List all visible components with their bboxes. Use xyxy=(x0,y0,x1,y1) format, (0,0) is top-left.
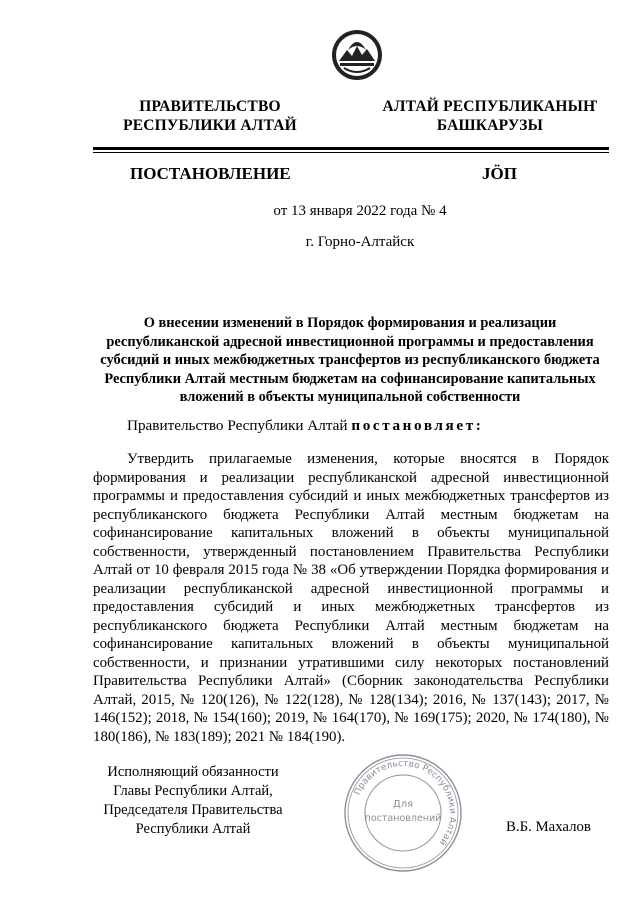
header-right-line1: АЛТАЙ РЕСПУБЛИКАНЫҤ xyxy=(382,98,598,115)
doc-type-right: JÖП xyxy=(482,164,517,183)
header-left xyxy=(95,97,325,135)
official-stamp xyxy=(342,752,464,874)
header-left-line1: ПРАВИТЕЛЬСТВО xyxy=(139,98,281,115)
signer-name: В.Б. Махалов xyxy=(506,819,591,835)
header-left-line2: РЕСПУБЛИКИ АЛТАЙ xyxy=(123,117,297,134)
header-right-line2: БАШКАРУЗЫ xyxy=(436,117,544,134)
stamp-line1: Для xyxy=(392,799,414,810)
intro-verb: постановляет: xyxy=(351,417,484,434)
signature-line3: Председателя Правительства xyxy=(103,802,283,818)
header-right xyxy=(380,97,600,135)
coat-of-arms-emblem xyxy=(330,28,384,82)
city-line: г. Горно-Алтайск xyxy=(305,234,415,250)
signature-line2: Главы Республики Алтай, xyxy=(113,783,273,799)
body-paragraph: Утвердить прилагаемые изменения, которые вносятся в Порядок формирования и реализации республиканской адресной инвестиционной программы и предоставления субсидий и иных межбюджетных трансфертов из республиканского бюджета Республики Алтай местным бюджетам на софинансирование капитальных вложений в объекты муниципальной собственности, утвержденный постановлением Правительства Республики Алтай от 10 февраля 2015 года № 38 «Об утверждении Порядка формирования и реализации республиканской адресной инвестиционной программы и предоставления субсидий и иных межбюджетных трансфертов из республиканского бюджета Республики Алтай местным бюджетам на софинансирование капитальных вложений в объекты муниципальной собственности, и признании утратившими силу некоторых постановлений Правительства Республики Алтай» (Сборник законодательства Республики Алтай, 2015, № 120(126), № 122(128), № 128(134); 2016, № 137(143); 2017, № 146(152); 2018, № 154(160); 2019, № 164(170), № 169(175); 2020, № 174(180), № 180(186), № 183(189); 2021 № 184(190). xyxy=(93,451,609,745)
stamp-line2: постановлений xyxy=(364,813,442,824)
signature-line4: Республики Алтай xyxy=(135,821,251,837)
header-divider-thin xyxy=(93,152,609,153)
document-title: О внесении изменений в Порядок формирования и реализации республиканской адресной инвестиционной программы и предоставления субсидий и иных межбюджетных трансфертов из республиканского бюджета Республики Алтай местным бюджетам на софинансирование капитальных вложений в объекты муниципальной собственности xyxy=(100,315,600,405)
doc-type-left: ПОСТАНОВЛЕНИЕ xyxy=(130,164,291,183)
intro-line xyxy=(127,417,483,435)
stamp-ring-text: Правительство Республики Алтай xyxy=(352,758,458,848)
header-divider xyxy=(93,147,609,150)
date-line: от 13 января 2022 года № 4 xyxy=(273,203,447,219)
signature-line1: Исполняющий обязанности xyxy=(107,764,279,780)
signature-position xyxy=(93,763,293,839)
intro-text: Правительство Республики Алтай xyxy=(127,417,348,434)
